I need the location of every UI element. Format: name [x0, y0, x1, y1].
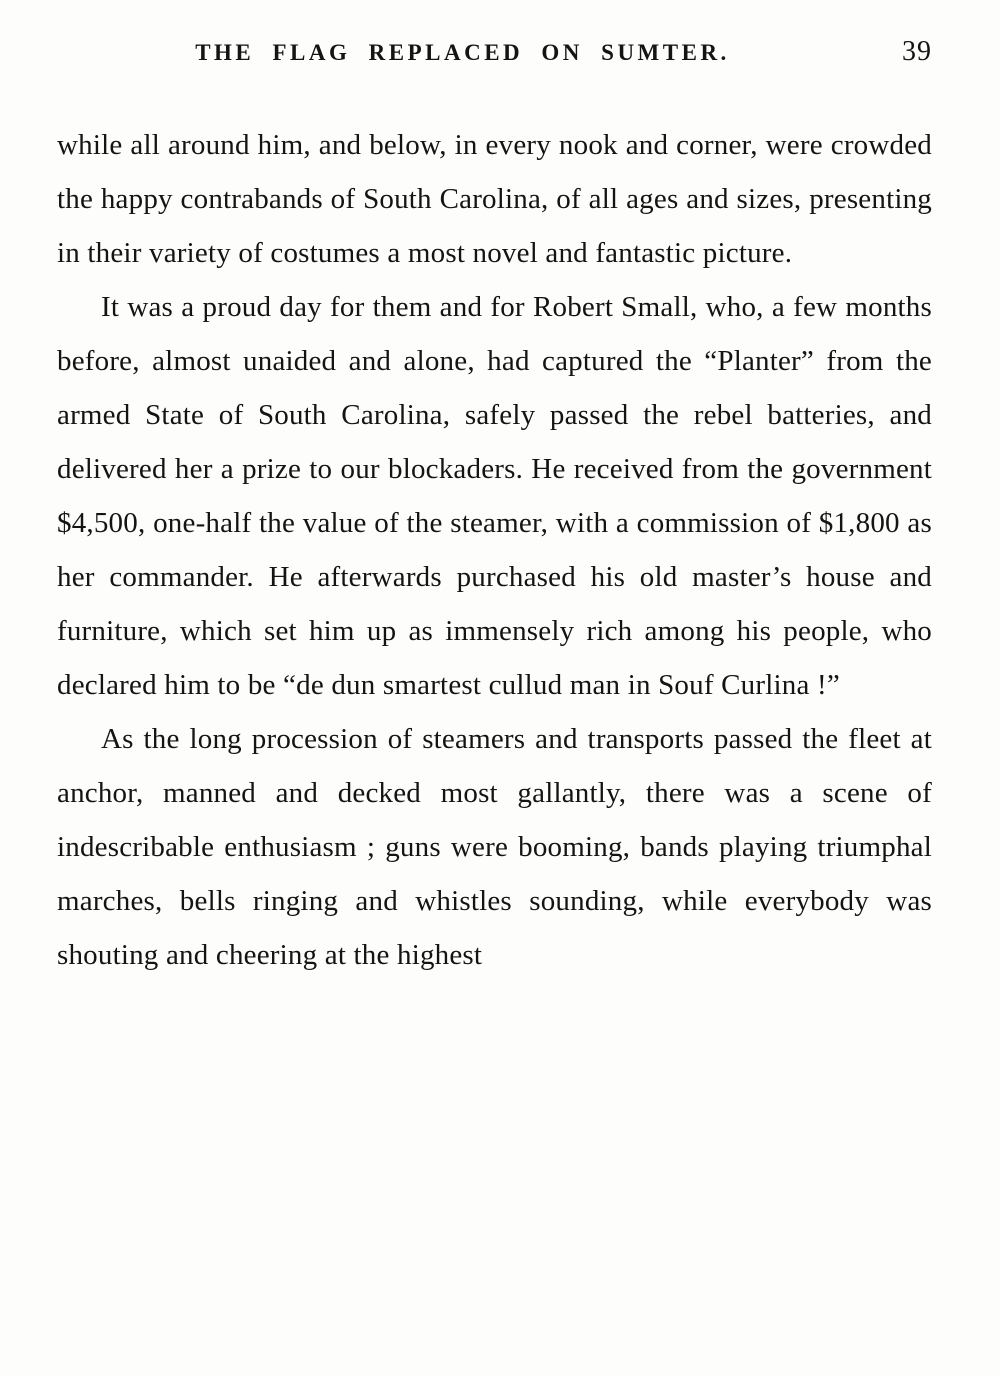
page-header	[57, 36, 932, 84]
page-number: 39	[902, 36, 932, 67]
running-title: THE FLAG REPLACED ON SUMTER.	[195, 40, 730, 65]
body-text	[57, 118, 932, 982]
paragraph: It was a proud day for them and for Robert Small, who, a few months before, almost unaided and alone, had captured the “Planter” from the armed State of South Carolina, safely passed the rebel batteries, and delivered her a prize to our blockaders. He received from the government $4,500, one-half the value of the steamer, with a commission of $1,800 as her commander. He afterwards purchased his old master’s house and furniture, which set him up as immensely rich among his people, who declared him to be “de dun smartest cullud man in Souf Curlina !”	[57, 291, 932, 701]
paragraph: while all around him, and below, in every nook and corner, were crowded the happy contrabands of South Carolina, of all ages and sizes, presenting in their variety of costumes a most novel and fantastic picture.	[57, 129, 932, 269]
paragraph: As the long procession of steamers and transports passed the fleet at anchor, manned and decked most gallantly, there was a scene of indescribable enthusiasm ; guns were booming, bands playing triumphal marches, bells ringing and whistles sounding, while everybody was shouting and cheering at the highest	[57, 723, 932, 971]
